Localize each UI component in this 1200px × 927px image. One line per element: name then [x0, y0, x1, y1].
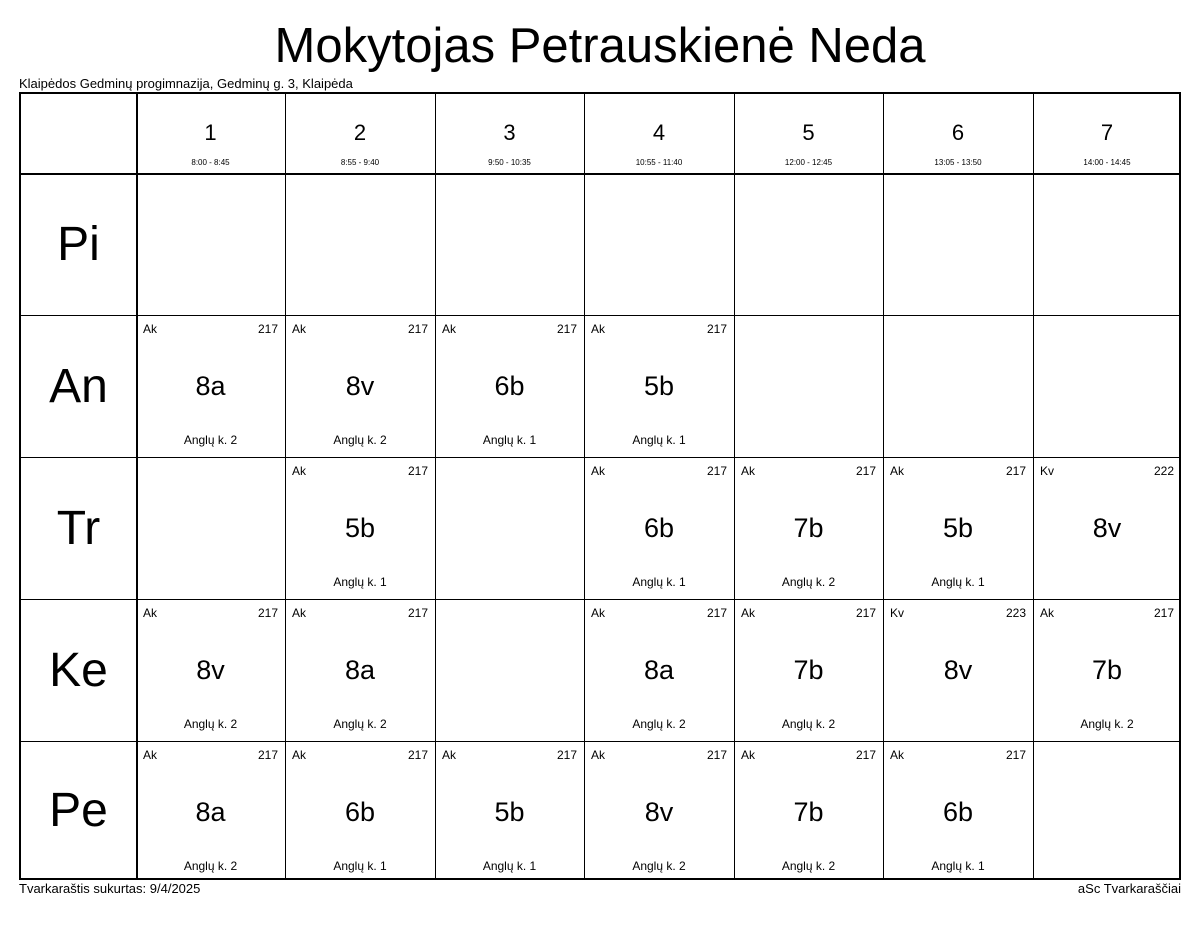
class-name: 6b	[344, 797, 376, 827]
room-number: 217	[407, 748, 428, 762]
subject-name: Anglų k. 2	[1080, 717, 1134, 731]
period-time: 8:55 - 9:40	[340, 158, 380, 167]
period-time: 9:50 - 10:35	[488, 158, 531, 167]
class-name: 5b	[494, 797, 525, 827]
subject-name: Anglų k. 1	[632, 433, 686, 447]
lesson-cell	[883, 457, 1033, 599]
class-name: 8v	[345, 371, 375, 401]
subject-name: Anglų k. 1	[333, 859, 387, 873]
teacher-code: Kv	[890, 606, 905, 620]
room-number: 217	[706, 322, 727, 336]
lesson-cell	[285, 457, 435, 599]
lesson-cell	[584, 315, 734, 457]
teacher-code: Ak	[741, 748, 756, 762]
lesson-cell	[734, 741, 883, 880]
teacher-code: Ak	[591, 322, 606, 336]
day-label: Pe	[49, 784, 108, 837]
class-name: 6b	[643, 513, 675, 543]
class-name: 6b	[942, 797, 974, 827]
teacher-code: Ak	[1040, 606, 1055, 620]
lesson-cell	[136, 741, 285, 880]
room-number: 223	[1005, 606, 1026, 620]
teacher-code: Ak	[741, 464, 756, 478]
teacher-code: Ak	[591, 748, 606, 762]
room-number: 217	[1005, 464, 1026, 478]
room-number: 217	[407, 322, 428, 336]
teacher-code: Ak	[292, 322, 307, 336]
period-header	[435, 94, 584, 173]
subject-name: Anglų k. 1	[482, 433, 537, 447]
subject-name: Anglų k. 2	[632, 717, 686, 731]
room-number: 217	[706, 464, 727, 478]
room-number: 217	[407, 464, 428, 478]
day-label: Pi	[57, 217, 100, 271]
room-number: 217	[556, 322, 577, 336]
subject-name: Anglų k. 2	[183, 859, 238, 873]
class-name: 6b	[494, 371, 525, 401]
period-time: 13:05 - 13:50	[934, 158, 982, 167]
room-number: 217	[257, 748, 278, 762]
subject-name: Anglų k. 1	[333, 575, 387, 589]
lesson-cell	[136, 599, 285, 741]
class-name: 8v	[644, 797, 674, 827]
day-label: Tr	[56, 501, 101, 555]
day-label: An	[49, 359, 108, 413]
teacher-code: Ak	[143, 606, 158, 620]
subject-name: Anglų k. 1	[931, 575, 985, 589]
class-name: 7b	[793, 513, 824, 543]
period-number: 2	[353, 120, 367, 145]
teacher-code: Ak	[890, 748, 905, 762]
lesson-cell	[883, 741, 1033, 880]
class-name: 7b	[1091, 655, 1123, 685]
teacher-code: Ak	[143, 322, 158, 336]
period-header	[883, 94, 1033, 173]
day-label: Ke	[49, 643, 108, 697]
teacher-code: Ak	[292, 464, 307, 478]
period-time: 8:00 - 8:45	[191, 158, 230, 167]
period-number: 4	[652, 120, 666, 145]
subject-name: Anglų k. 2	[183, 717, 238, 731]
room-number: 222	[1153, 464, 1174, 478]
teacher-code: Ak	[292, 606, 307, 620]
period-number: 5	[802, 120, 815, 145]
lesson-cell	[285, 741, 435, 880]
created-date: Tvarkaraštis sukurtas: 9/4/2025	[19, 881, 201, 896]
subject-name: Anglų k. 2	[333, 433, 387, 447]
lesson-cell	[883, 599, 1033, 741]
teacher-code: Ak	[143, 748, 158, 762]
lesson-cell	[435, 315, 584, 457]
subject-name: Anglų k. 2	[781, 859, 836, 873]
room-number: 217	[855, 464, 876, 478]
subject-name: Anglų k. 2	[183, 433, 238, 447]
lesson-cell	[584, 741, 734, 880]
period-time: 14:00 - 14:45	[1083, 158, 1131, 167]
subject-name: Anglų k. 1	[931, 859, 985, 873]
lesson-cell	[1033, 457, 1181, 599]
lesson-cell	[285, 599, 435, 741]
room-number: 217	[257, 322, 278, 336]
lesson-cell	[136, 315, 285, 457]
teacher-code: Ak	[292, 748, 307, 762]
lesson-cell	[734, 599, 883, 741]
class-name: 8a	[643, 655, 675, 685]
brand-credit: aSc Tvarkaraščiai	[1077, 881, 1181, 896]
room-number: 217	[706, 606, 727, 620]
subject-name: Anglų k. 2	[781, 575, 836, 589]
room-number: 217	[855, 748, 876, 762]
room-number: 217	[407, 606, 428, 620]
class-name: 8a	[195, 797, 226, 827]
class-name: 5b	[942, 513, 974, 543]
teacher-code: Ak	[442, 322, 457, 336]
room-number: 217	[706, 748, 727, 762]
class-name: 7b	[793, 655, 824, 685]
class-name: 8a	[344, 655, 376, 685]
subject-name: Anglų k. 2	[632, 859, 686, 873]
subject-name: Anglų k. 1	[632, 575, 686, 589]
lesson-cell	[435, 741, 584, 880]
teacher-code: Ak	[591, 464, 606, 478]
lesson-cell	[584, 599, 734, 741]
period-header	[285, 94, 435, 173]
lesson-cell	[285, 315, 435, 457]
teacher-code: Ak	[442, 748, 457, 762]
period-header	[584, 94, 734, 173]
teacher-code: Kv	[1040, 464, 1055, 478]
timetable-grid	[19, 92, 1181, 880]
subject-name: Anglų k. 2	[781, 717, 836, 731]
school-address: Klaipėdos Gedminų progimnazija, Gedminų g. 3, Klaipėda	[19, 76, 353, 91]
period-number: 6	[951, 120, 965, 145]
room-number: 217	[257, 606, 278, 620]
class-name: 5b	[643, 371, 675, 401]
period-time: 12:00 - 12:45	[784, 158, 833, 167]
period-number: 7	[1100, 120, 1114, 145]
grid-row-divider	[21, 173, 1179, 175]
period-number: 3	[503, 120, 516, 145]
teacher-code: Ak	[591, 606, 606, 620]
class-name: 8v	[943, 655, 973, 685]
page-title: Mokytojas Petrauskienė Neda	[274, 19, 926, 73]
period-number: 1	[204, 120, 217, 145]
class-name: 8a	[195, 371, 226, 401]
class-name: 8v	[1092, 513, 1122, 543]
lesson-cell	[1033, 599, 1181, 741]
subject-name: Anglų k. 1	[482, 859, 537, 873]
teacher-code: Ak	[741, 606, 756, 620]
period-header	[136, 94, 285, 173]
period-header	[1033, 94, 1181, 173]
lesson-cell	[584, 457, 734, 599]
period-header	[734, 94, 883, 173]
room-number: 217	[1005, 748, 1026, 762]
room-number: 217	[855, 606, 876, 620]
room-number: 217	[556, 748, 577, 762]
room-number: 217	[1153, 606, 1174, 620]
class-name: 5b	[344, 513, 376, 543]
lesson-cell	[734, 457, 883, 599]
class-name: 7b	[793, 797, 824, 827]
class-name: 8v	[196, 655, 225, 685]
teacher-code: Ak	[890, 464, 905, 478]
period-time: 10:55 - 11:40	[635, 158, 683, 167]
subject-name: Anglų k. 2	[333, 717, 387, 731]
